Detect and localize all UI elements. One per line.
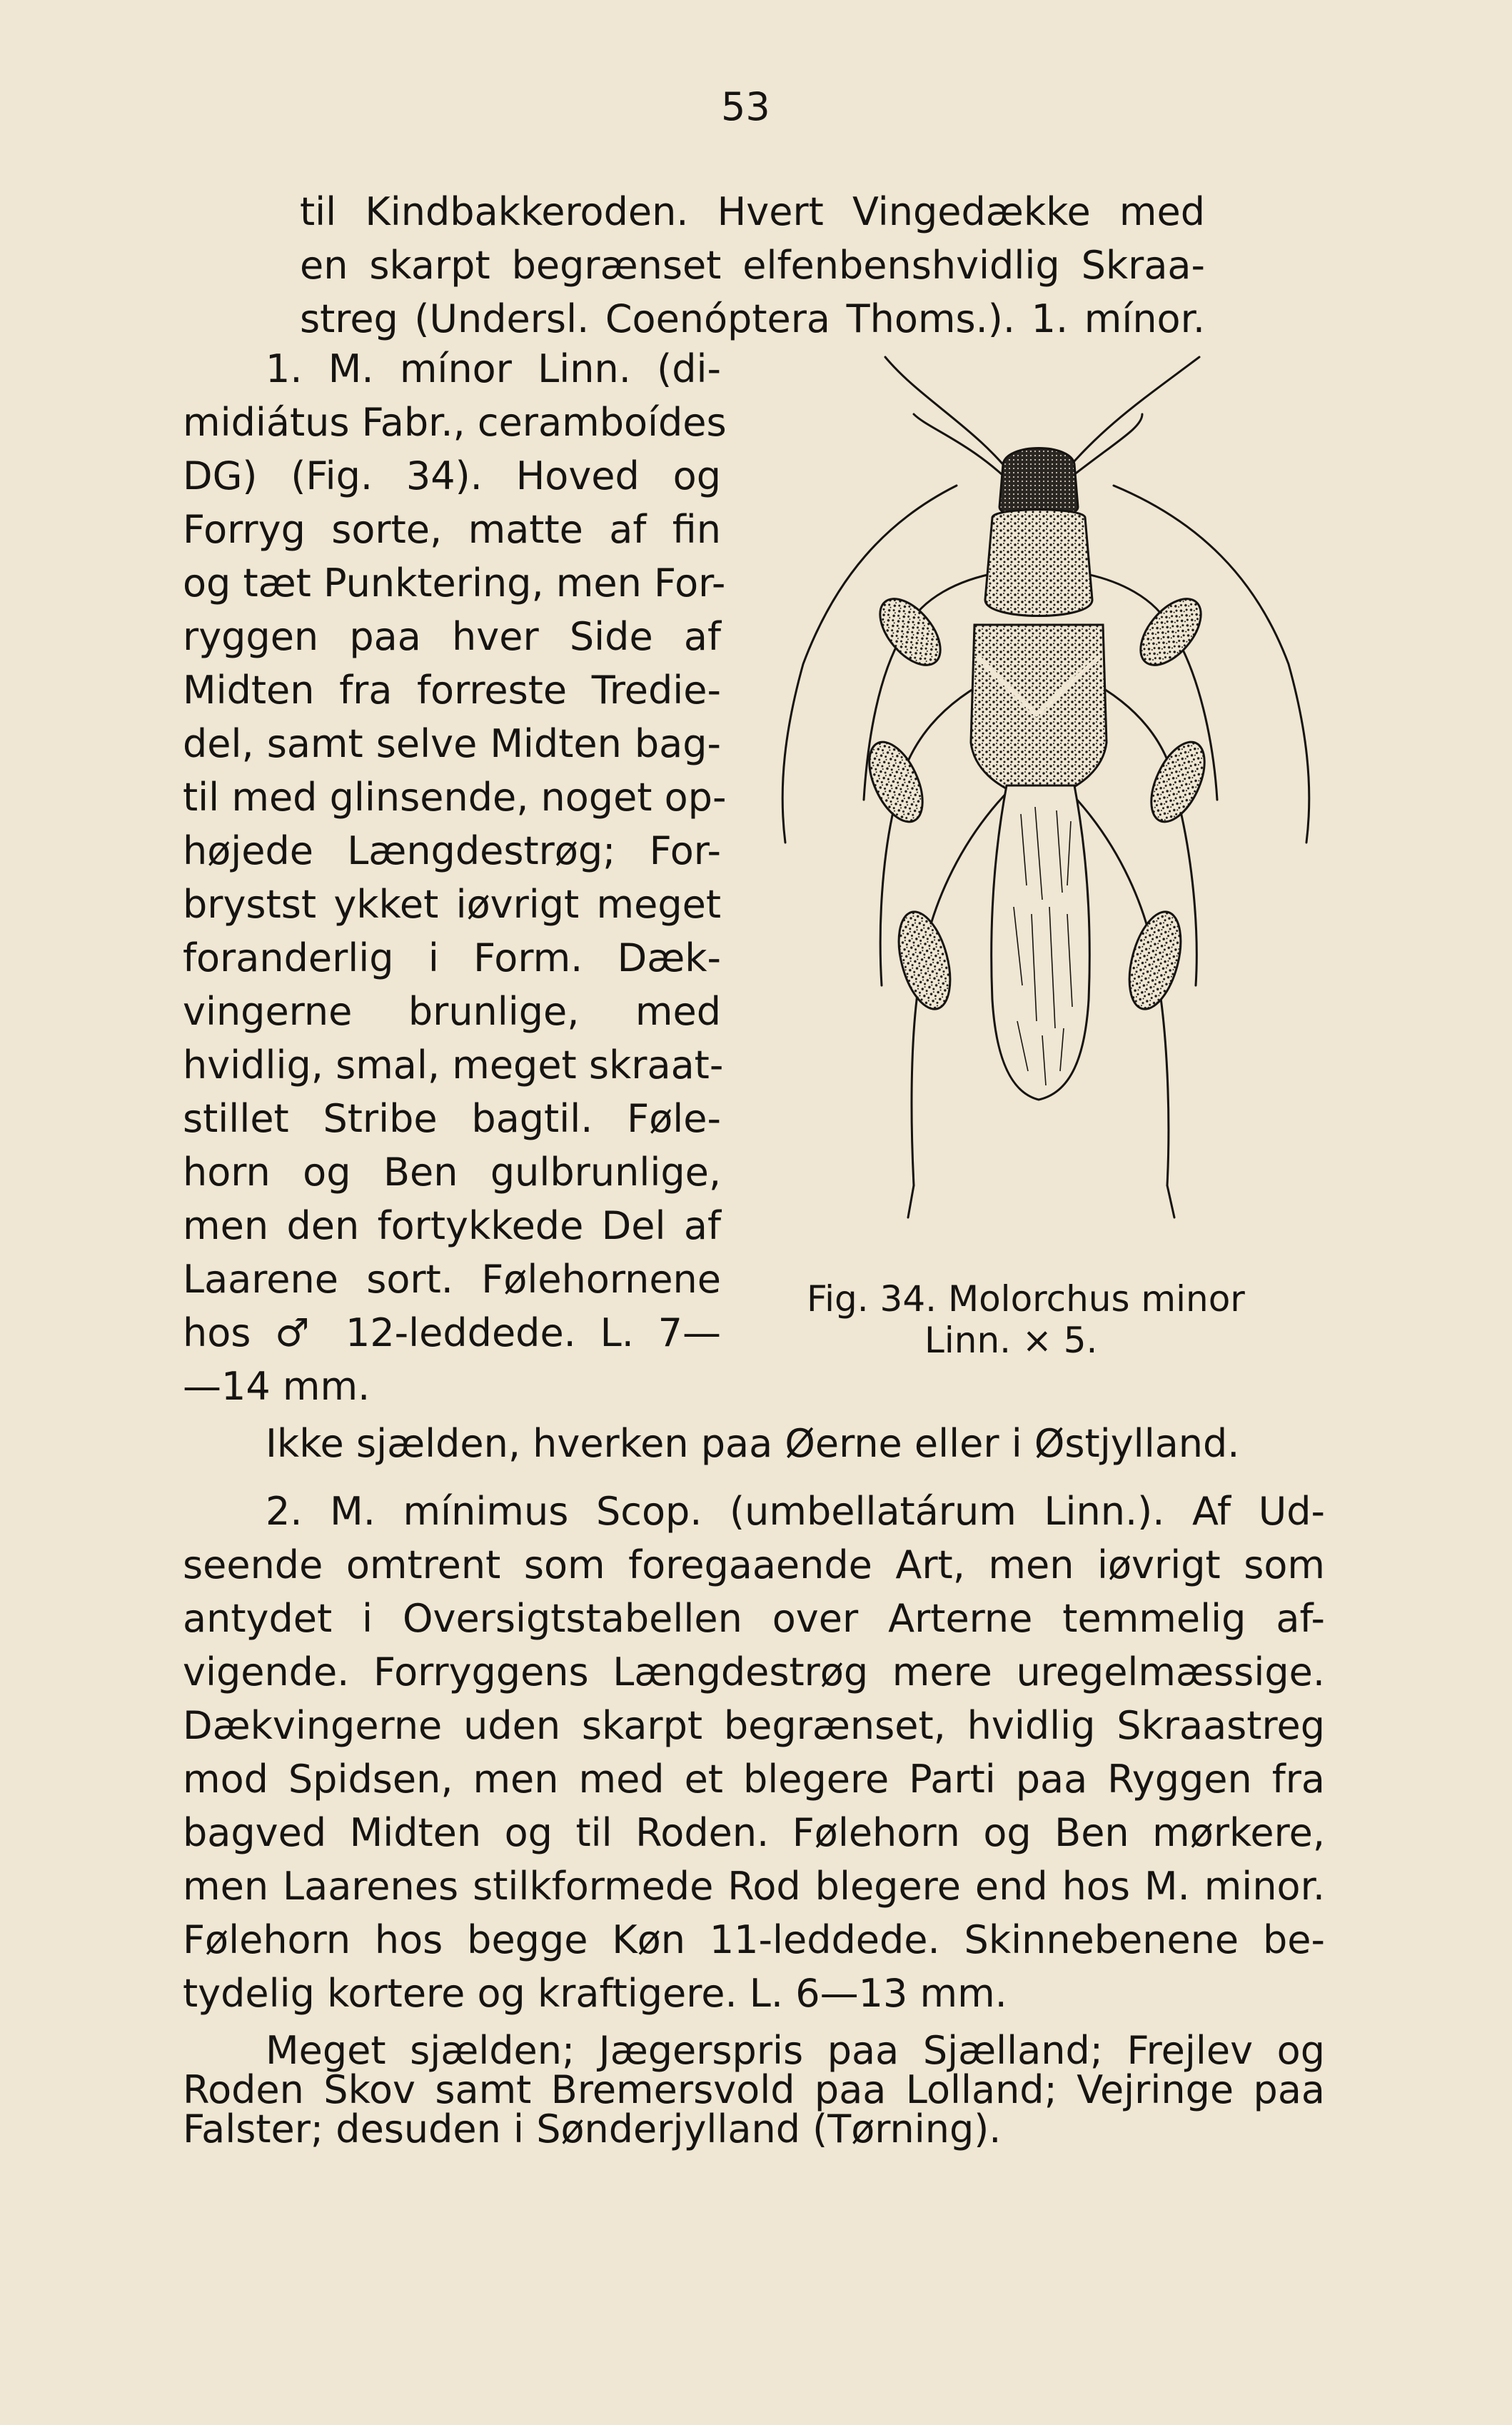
species1-line: horn og Ben gulbrunlige, [183, 1150, 721, 1195]
species2-line: Dækvingerne uden skarpt begrænset, hvidlig Skraastreg [183, 1703, 1325, 1748]
species1-line: Forryg sorte, matte af fin [183, 507, 721, 552]
species1-line: hvidlig, smal, meget skraat- [183, 1043, 724, 1088]
species2-line: men Laarenes stilkformede Rod blegere end hos M. minor. [183, 1864, 1325, 1909]
figure-caption-line2: Linn. × 5. [924, 1320, 1098, 1361]
species2-line: Følehorn hos begge Køn 11-leddede. Skinnebenene be- [183, 1917, 1325, 1962]
species1-line: del, samt selve Midten bag- [183, 721, 721, 766]
species2-line: 2. M. mínimus Scop. (umbellatárum Linn.). Af Ud- [266, 1489, 1325, 1534]
species1-line: men den fortykkede Del af [183, 1203, 721, 1248]
species1-line: Laarene sort. Følehornene [183, 1257, 721, 1302]
species2-line: mod Spidsen, men med et blegere Parti paa Ryggen fra [183, 1757, 1325, 1802]
species1-line: —14 mm. [183, 1364, 371, 1409]
species2-line: antydet i Oversigtstabellen over Arterne temmelig af- [183, 1596, 1325, 1641]
figure-caption: Fig. 34. Molorchus minor [807, 1278, 1245, 1320]
species1-occurrence: Ikke sjælden, hverken paa Øerne eller i Østjylland. [266, 1421, 1240, 1466]
species1-line: hos ♂ 12-leddede. L. 7— [183, 1310, 721, 1355]
beetle-illustration [742, 343, 1349, 1264]
species1-line: højede Længdestrøg; For- [183, 828, 721, 873]
species1-line: stillet Stribe bagtil. Føle- [183, 1096, 721, 1141]
species2-occurrence-line: Falster; desuden i Sønderjylland (Tørning). [183, 2107, 1002, 2152]
top-line: en skarpt begrænset elfenbenshvidlig Skraa- [300, 243, 1205, 288]
species1-line: foranderlig i Form. Dæk- [183, 935, 721, 980]
species1-line: ryggen paa hver Side af [183, 614, 721, 659]
species2-occurrence-line: Meget sjælden; Jægerspris paa Sjælland; Frejlev og [266, 2028, 1325, 2073]
species1-line: og tæt Punktering, men For- [183, 561, 726, 606]
top-line: streg (Undersl. Coenóptera Thoms.). 1. mínor. [300, 296, 1205, 341]
species2-line: vigende. Forryggens Længdestrøg mere uregelmæssige. [183, 1650, 1325, 1695]
species1-line: Midten fra forreste Tredie- [183, 668, 721, 713]
species1-line: midiátus Fabr., ceramboídes [183, 400, 727, 445]
species1-line: brystst ykket iøvrigt meget [183, 882, 721, 927]
page-number: 53 [721, 84, 770, 129]
species1-line: til med glinsende, noget op- [183, 775, 727, 820]
species1-line: 1. M. mínor Linn. (di- [266, 346, 721, 391]
species2-line: tydelig kortere og kraftigere. L. 6—13 mm. [183, 1971, 1007, 2016]
species2-occurrence-line: Roden Skov samt Bremersvold paa Lolland; Vejringe paa [183, 2067, 1325, 2112]
top-line: til Kindbakkeroden. Hvert Vingedække med [300, 189, 1205, 234]
species2-line: seende omtrent som foregaaende Art, men iøvrigt som [183, 1542, 1325, 1587]
species2-line: bagved Midten og til Roden. Følehorn og Ben mørkere, [183, 1810, 1325, 1855]
species1-line: DG) (Fig. 34). Hoved og [183, 453, 721, 498]
species1-line: vingerne brunlige, med [183, 989, 721, 1034]
